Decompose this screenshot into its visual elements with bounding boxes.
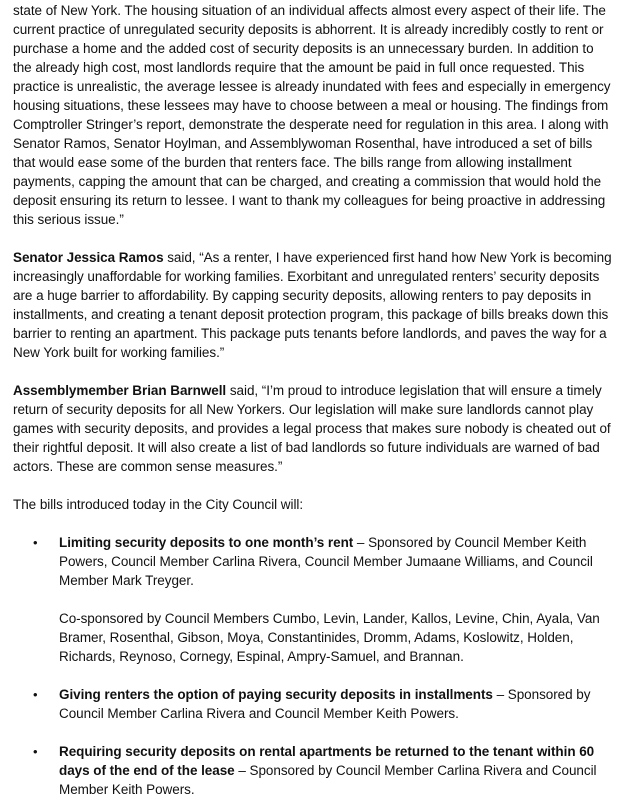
intro-paragraph: state of New York. The housing situation of an individual affects almost every aspect of their life. The current practice of unregulated security deposits is abhorrent. It is already incredibly costly to rent or purchase a home and the added cost of security deposits is an unnecessary burden. In addition to the already high cost, most landlords require that the amount be paid in full once requested. This practice is unrealistic, the average lessee is already inundated with fees and especially in emergency housing situations, these lessees may have to choose between a meal or housing. The findings from Comptroller Stringer’s report, demonstrate the desperate need for regulation in this area. I along with Senator Ramos, Senator Hoylman, and Assemblywoman Rosenthal, have introduced a set of bills that would ease some of the burden that renters face. The bills range from allowing installment payments, capping the amount that can be charged, and creating a commission that would hold the deposit ensuring its return to lessee. I want to thank my colleagues for being proactive in addressing this serious issue.”	[13, 3, 611, 227]
speaker-name-barnwell: Assemblymember Brian Barnwell	[13, 383, 227, 398]
barnwell-statement	[13, 381, 613, 476]
bill-sponsors: – Sponsored by Council Member Carlina Rivera and Council Member Keith Powers.	[59, 763, 597, 797]
bills-list	[13, 533, 613, 590]
bill-item-return-deadline	[13, 742, 613, 799]
spacer	[13, 723, 613, 742]
spacer	[13, 666, 613, 685]
spacer	[13, 362, 613, 381]
spacer	[13, 229, 613, 248]
barnwell-quote: said, “I’m proud to introduce legislation that will ensure a timely return of security deposits for all New Yorkers. Our legislation will make sure landlords cannot play games with security deposits, and provides a legal process that makes sure nobody is cheated out of their rightful deposit. It will also create a list of bad landlords so future individuals are warned of bad actors. These are common sense measures.”	[13, 383, 611, 474]
bill-sponsors: – Sponsored by Council Member Keith Powers, Council Member Carlina Rivera, Council Member Jumaane Williams, and Council Member Mark Treyger.	[59, 535, 593, 588]
bill-item-installments	[13, 685, 613, 723]
speaker-name-ramos: Senator Jessica Ramos	[13, 250, 164, 265]
bill-sponsors: – Sponsored by Council Member Carlina Rivera and Council Member Keith Powers.	[59, 687, 591, 721]
bullet-icon: •	[33, 535, 38, 550]
bullet-icon: •	[33, 744, 38, 759]
ramos-statement	[13, 248, 613, 362]
bill-item-security-deposit-cap	[13, 533, 613, 590]
bills-intro: The bills introduced today in the City Council will:	[13, 497, 304, 512]
bills-list	[13, 685, 613, 723]
document-page	[13, 1, 613, 799]
bill-cosponsors: Co-sponsored by Council Members Cumbo, Levin, Lander, Kallos, Levine, Chin, Ayala, Van Bramer, Rosenthal, Gibson, Moya, Constantinides, Dromm, Adams, Koslowitz, Holden, Richards, Reynoso, Cornegy, Espinal, Ampry-Samuel, and Brannan.	[59, 611, 600, 664]
ramos-quote: said, “As a renter, I have experienced first hand how New York is becoming increasingly unaffordable for working families. Exorbitant and unregulated renters’ security deposits are a huge barrier to affordability. By capping security deposits, allowing renters to pay deposits in installments, and creating a tenant deposit protection program, this package of bills breaks down this barrier to renting an apartment. This package puts tenants before landlords, and paves the way for a New York built for working families.”	[13, 250, 612, 360]
spacer	[13, 514, 613, 533]
bill-title: Giving renters the option of paying security deposits in installments	[59, 687, 493, 702]
bullet-icon: •	[33, 687, 38, 702]
spacer	[13, 476, 613, 495]
bill-title: Requiring security deposits on rental apartments be returned to the tenant within 60 days of the end of the lease	[59, 744, 595, 778]
spacer	[13, 590, 613, 609]
bill-title: Limiting security deposits to one month’s rent	[59, 535, 354, 550]
bills-list	[13, 742, 613, 799]
